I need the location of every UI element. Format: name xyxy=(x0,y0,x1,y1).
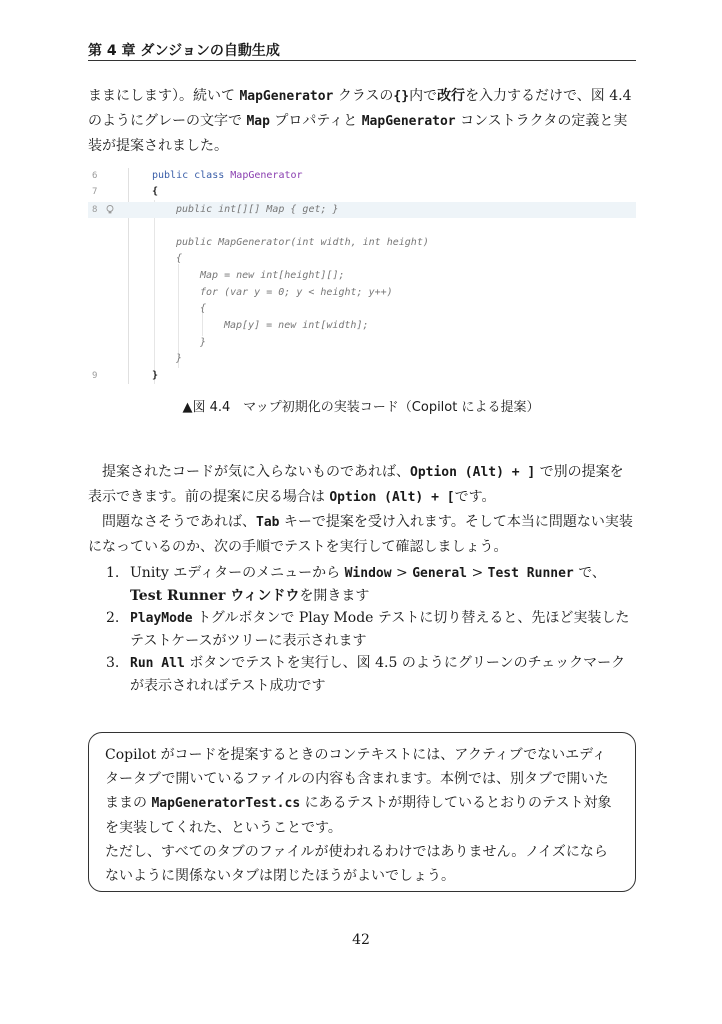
code-line xyxy=(88,351,636,367)
code-line xyxy=(88,318,636,334)
line-number: 9 xyxy=(92,371,98,381)
chapter-title: 第 4 章 ダンジョンの自動生成 xyxy=(88,43,280,59)
note-paragraph xyxy=(105,743,619,840)
body-paragraphs xyxy=(88,460,636,559)
code-line xyxy=(88,368,636,384)
text: クラスの xyxy=(333,88,394,104)
list-item xyxy=(106,562,636,607)
text: 問題なさそうであれば、 xyxy=(102,514,256,530)
inline-code: Test Runner xyxy=(487,566,574,581)
text: ボタンでテストを実行し、図 4.5 のようにグリーンのチェックマークが表示されればテスト成功です xyxy=(130,655,626,694)
code-text: } xyxy=(152,370,159,381)
text: です。 xyxy=(454,489,496,505)
text: Unity エディターのメニューから xyxy=(130,565,345,581)
code-line xyxy=(88,168,636,184)
inline-code: Window xyxy=(344,566,392,581)
inline-code: {} xyxy=(393,89,410,104)
running-header xyxy=(88,40,636,61)
code-text: { xyxy=(152,186,159,197)
text: コンストラクタの定義と実装が提案されました。 xyxy=(88,113,628,154)
text: で別の提案を表示できます。前の提案に戻る場合は xyxy=(88,464,624,505)
inline-code: MapGenerator xyxy=(239,89,334,104)
code-suggestion-text: { xyxy=(176,253,183,264)
code-suggestion-text: Map[y] = new int[width]; xyxy=(224,320,369,331)
paragraph xyxy=(88,460,636,510)
text: 内で xyxy=(409,88,438,104)
class-name: MapGenerator xyxy=(230,170,303,181)
text: キーで提案を受け入れます。そして本当に問題ない実装になっているのか、次の手順でテストを実行して確認しましょう。 xyxy=(88,514,633,555)
steps-list xyxy=(106,562,636,697)
code-line xyxy=(88,251,636,267)
page-number: 42 xyxy=(352,932,370,948)
line-number: 7 xyxy=(92,187,98,197)
figure-caption: ▲図 4.4 マップ初期化の実装コード（Copilot による提案） xyxy=(182,400,540,415)
text: > xyxy=(467,565,488,581)
list-item xyxy=(106,607,636,652)
keyword: public class xyxy=(152,170,231,181)
code-line xyxy=(88,301,636,317)
note-paragraph: ただし、すべてのタブのファイルが使われるわけではありません。ノイズにならないように関係ないタブは閉じたほうがよいでしょう。 xyxy=(105,844,608,884)
text: プロパティと xyxy=(269,113,362,129)
code-suggestion-text: { xyxy=(200,303,207,314)
bold-text: Test Runner ウィンドウ xyxy=(130,588,300,604)
paragraph xyxy=(88,510,636,559)
inline-code: Option (Alt) + [ xyxy=(329,490,455,505)
text: Copilot がコードを提案するときのコンテキストには、アクティブでないエディタータブで開いているファイルの内容も含まれます。本例では、別タブで開いたままの xyxy=(105,747,609,811)
text: を開きます xyxy=(299,588,370,604)
inline-code: MapGenerator xyxy=(361,114,456,129)
inline-code: Map xyxy=(246,114,270,129)
code-screenshot xyxy=(88,168,636,388)
list-item xyxy=(106,652,636,697)
note-box xyxy=(88,732,636,892)
text: トグルボタンで Play Mode テストに切り替えると、先ほど実装したテストケースがツリーに表示されます xyxy=(130,610,630,649)
text: を入力するだけで、図 4.4 のようにグレーの文字で xyxy=(88,88,632,129)
inline-code: Run All xyxy=(130,656,185,671)
code-suggestion-text: } xyxy=(200,337,207,348)
line-number: 8 xyxy=(92,205,98,215)
code-suggestion-text: for (var y = 0; y < height; y++) xyxy=(200,287,393,298)
lightbulb-icon[interactable] xyxy=(106,205,114,214)
code-line xyxy=(88,235,636,251)
code-line xyxy=(88,268,636,284)
code-suggestion-text: } xyxy=(176,353,183,364)
text: ままにします）。続いて xyxy=(88,88,240,104)
inline-code: General xyxy=(412,566,468,581)
code-line xyxy=(88,285,636,301)
code-line xyxy=(88,335,636,351)
bold-text: 改行 xyxy=(437,88,466,104)
code-line xyxy=(88,184,636,200)
list-number: 3. xyxy=(106,655,120,671)
code-text xyxy=(152,168,303,184)
text: にあるテストが期待しているとおりのテスト対象を実装してくれた、ということです。 xyxy=(105,795,612,836)
code-suggestion-text: Map = new int[height][]; xyxy=(200,270,345,281)
list-number: 1. xyxy=(106,565,120,581)
text: > xyxy=(391,565,413,581)
text: で、 xyxy=(573,565,606,581)
inline-code: Option (Alt) + ] xyxy=(410,465,536,480)
code-line-highlighted xyxy=(88,202,636,218)
inline-code: Tab xyxy=(256,515,280,530)
code-suggestion-text: public int[][] Map { get; } xyxy=(176,204,339,215)
code-suggestion-text: public MapGenerator(int width, int height) xyxy=(176,237,429,248)
list-number: 2. xyxy=(106,610,120,626)
intro-paragraph xyxy=(88,84,636,158)
inline-code: MapGeneratorTest.cs xyxy=(151,796,301,811)
inline-code: PlayMode xyxy=(130,611,193,626)
text: 提案されたコードが気に入らないものであれば、 xyxy=(102,464,410,480)
line-number: 6 xyxy=(92,171,98,181)
